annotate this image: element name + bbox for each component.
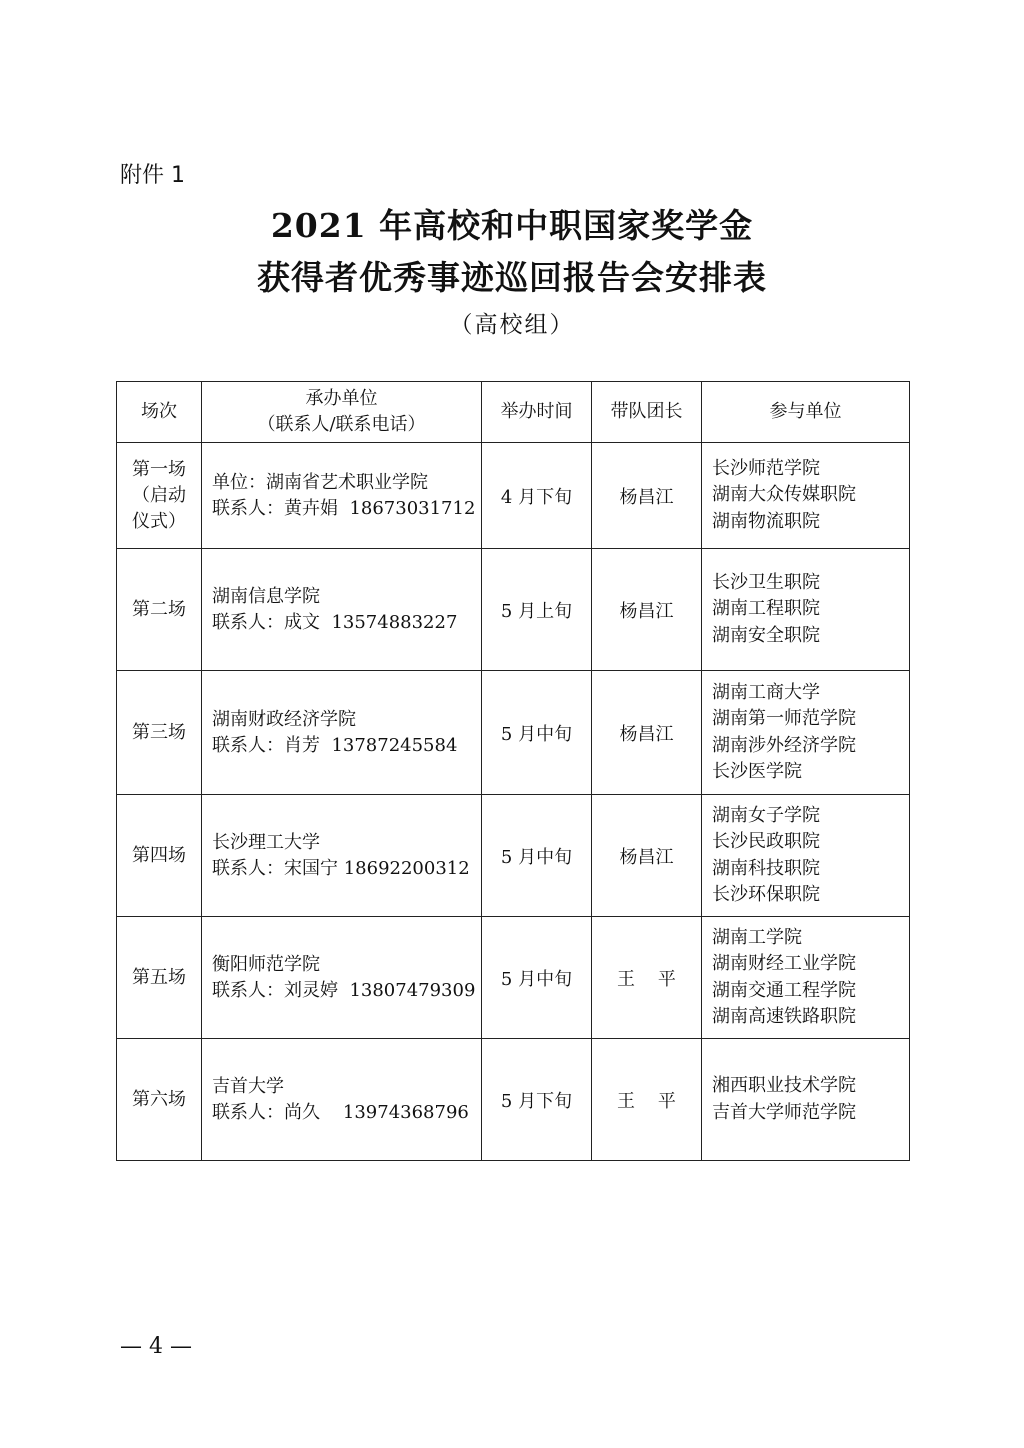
host-unit: 湖南信息学院	[212, 585, 320, 607]
participant-unit: 湖南涉外经济学院	[712, 734, 856, 756]
participant-unit: 长沙卫生职院	[712, 571, 820, 593]
table-row	[117, 443, 910, 549]
participant-unit: 长沙医学院	[712, 761, 802, 782]
participant-unit: 长沙师范学院	[712, 457, 820, 479]
session-label: 第一场	[132, 458, 186, 480]
participant-unit: 湖南高速铁路职院	[712, 1006, 856, 1027]
host-cell	[202, 795, 482, 917]
schedule-table	[116, 381, 910, 1161]
attachment-label: 附件 1	[120, 163, 185, 188]
table-row	[117, 917, 910, 1039]
host-cell	[202, 671, 482, 795]
header-session: 场次	[117, 382, 202, 443]
time-cell: 5 月中旬	[482, 671, 592, 795]
session-label: 第三场	[132, 721, 186, 743]
participant-unit: 湖南物流职院	[712, 510, 820, 532]
host-contact: 联系人：黄卉娟 18673031712	[212, 497, 476, 519]
participant-unit: 湖南安全职院	[712, 624, 820, 646]
time-cell: 5 月中旬	[482, 917, 592, 1039]
time-cell: 4 月下旬	[482, 443, 592, 549]
session-cell	[117, 795, 202, 917]
document-title-line2: 获得者优秀事迹巡回报告会安排表	[257, 258, 767, 297]
header-participants: 参与单位	[702, 382, 910, 443]
host-cell	[202, 1039, 482, 1161]
participant-unit: 湖南工程职院	[712, 598, 820, 620]
participant-unit: 湖南第一师范学院	[712, 708, 856, 729]
host-unit: 衡阳师范学院	[212, 953, 320, 975]
host-unit: 单位：湖南省艺术职业学院	[212, 471, 428, 493]
host-cell	[202, 443, 482, 549]
document-subtitle: （高校组）	[449, 312, 575, 338]
table-row	[117, 671, 910, 795]
participant-unit: 吉首大学师范学院	[712, 1101, 856, 1123]
host-contact: 联系人：成文 13574883227	[212, 611, 458, 633]
page-number: — 4 —	[120, 1334, 192, 1359]
host-unit: 吉首大学	[212, 1075, 284, 1097]
host-cell	[202, 917, 482, 1039]
table-row	[117, 795, 910, 917]
table-body	[117, 443, 910, 1161]
participant-unit: 湖南财经工业学院	[712, 953, 856, 974]
table-header-row	[117, 382, 910, 443]
document-title-line1: 2021 年高校和中职国家奖学金	[270, 206, 754, 245]
participants-cell	[702, 549, 910, 671]
participants-cell	[702, 1039, 910, 1161]
header-time: 举办时间	[482, 382, 592, 443]
participants-cell	[702, 795, 910, 917]
participant-unit: 湖南大众传媒职院	[712, 484, 856, 506]
session-cell	[117, 1039, 202, 1161]
session-cell	[117, 549, 202, 671]
leader-cell: 杨昌江	[592, 671, 702, 795]
leader-cell: 杨昌江	[592, 443, 702, 549]
session-label: 第六场	[132, 1088, 186, 1110]
participant-unit: 湖南工商大学	[712, 681, 820, 703]
participant-unit: 湖南工学院	[712, 926, 802, 948]
leader-cell: 王 平	[592, 1039, 702, 1161]
session-label: 第四场	[132, 844, 186, 866]
session-label: 第二场	[132, 598, 186, 620]
leader-cell: 王 平	[592, 917, 702, 1039]
table-row	[117, 549, 910, 671]
host-contact: 联系人：肖芳 13787245584	[212, 734, 458, 756]
leader-cell: 杨昌江	[592, 795, 702, 917]
participant-unit: 湖南女子学院	[712, 804, 820, 826]
participants-cell	[702, 443, 910, 549]
time-cell: 5 月下旬	[482, 1039, 592, 1161]
session-cell	[117, 443, 202, 549]
participants-cell	[702, 671, 910, 795]
table-row	[117, 1039, 910, 1161]
header-host-line1: 承办单位	[305, 388, 378, 409]
host-cell	[202, 549, 482, 671]
host-contact: 联系人：尚久 13974368796	[212, 1101, 469, 1123]
host-contact: 联系人：宋国宁 18692200312	[212, 857, 470, 879]
session-label: （启动	[132, 484, 186, 506]
participant-unit: 湖南科技职院	[712, 857, 820, 879]
session-label: 第五场	[132, 966, 186, 988]
session-cell	[117, 917, 202, 1039]
session-label: 仪式）	[132, 510, 186, 532]
participant-unit: 长沙民政职院	[712, 831, 820, 852]
participant-unit: 长沙环保职院	[712, 884, 820, 905]
leader-cell: 杨昌江	[592, 549, 702, 671]
time-cell: 5 月上旬	[482, 549, 592, 671]
participant-unit: 湘西职业技术学院	[712, 1075, 856, 1096]
time-cell: 5 月中旬	[482, 795, 592, 917]
header-leader: 带队团长	[592, 382, 702, 443]
participant-unit: 湖南交通工程学院	[712, 979, 856, 1001]
session-cell	[117, 671, 202, 795]
header-host-line2: （联系人/联系电话）	[257, 414, 426, 435]
host-unit: 长沙理工大学	[212, 831, 320, 853]
participants-cell	[702, 917, 910, 1039]
header-host	[202, 382, 482, 443]
host-unit: 湖南财政经济学院	[212, 708, 356, 730]
host-contact: 联系人：刘灵婷 13807479309	[212, 979, 476, 1001]
